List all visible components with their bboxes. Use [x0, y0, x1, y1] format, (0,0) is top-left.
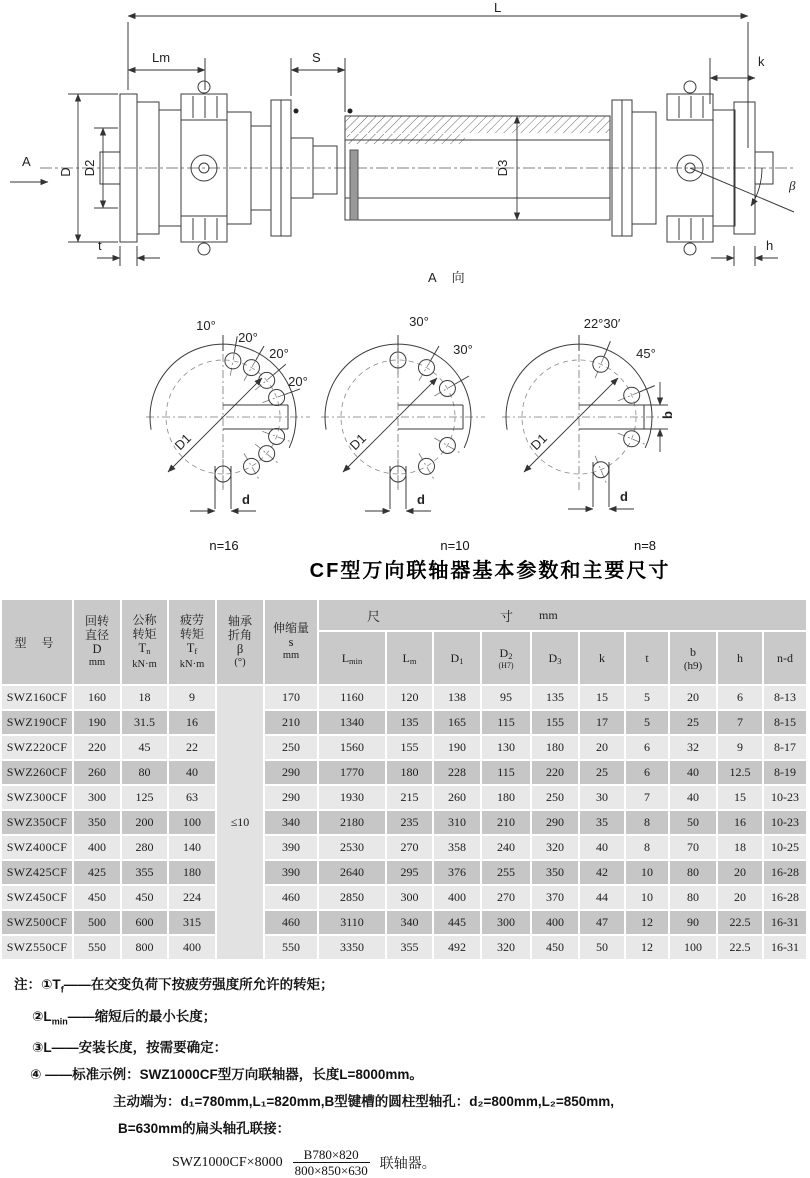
header-unit: kN·m [179, 658, 205, 670]
table-cell: 8-19 [764, 761, 806, 784]
size-group-header [319, 600, 806, 630]
table-cell: 220 [532, 761, 578, 784]
table-cell: 240 [482, 836, 530, 859]
table-cell: 18 [122, 686, 167, 709]
header-line: 直径 [84, 628, 109, 642]
table-cell: 180 [482, 786, 530, 809]
section-title: CF型万向联轴器基本参数和主要尺寸 [309, 560, 671, 582]
table-cell: 16 [718, 811, 762, 834]
formula-suffix: 联轴器。 [379, 1156, 436, 1172]
table-cell: 170 [265, 686, 317, 709]
table-cell: 300 [482, 911, 530, 934]
table-cell: 235 [387, 811, 432, 834]
table-cell: 355 [122, 861, 167, 884]
table-cell: 70 [670, 836, 716, 859]
table-cell: 3350 [319, 936, 385, 959]
table-cell: 18 [718, 836, 762, 859]
table-cell: 376 [434, 861, 480, 884]
table-cell: 295 [387, 861, 432, 884]
header-line: 伸缩量 [272, 621, 309, 635]
table-cell: 224 [169, 886, 215, 909]
size-column-header [626, 632, 668, 684]
table-row [2, 911, 806, 934]
table-cell: 10-25 [764, 836, 806, 859]
table-cell: 80 [122, 761, 167, 784]
model-cell: SWZ260CF [2, 761, 72, 784]
table-cell: 155 [387, 736, 432, 759]
table-row [2, 861, 806, 884]
table-cell: 16-28 [764, 861, 806, 884]
a-view-label: A 向 [428, 270, 471, 285]
table-cell: 155 [532, 711, 578, 734]
size-group-char-left: 尺 [367, 608, 381, 624]
table-row [2, 936, 806, 959]
diagram-count-label: n=16 [209, 538, 239, 553]
table-cell: 15 [580, 686, 624, 709]
table-cell: 1930 [319, 786, 385, 809]
table-cell: 220 [74, 736, 120, 759]
header-line: 折角 [227, 628, 252, 642]
header-line: 疲劳 [179, 612, 204, 627]
table-cell: 10 [626, 861, 668, 884]
param-column-header [169, 600, 215, 684]
table-cell: 22.5 [718, 936, 762, 959]
header-line: 转矩 [132, 626, 157, 641]
table-cell: 390 [265, 861, 317, 884]
table-cell: 20 [718, 861, 762, 884]
size-column-header [319, 632, 385, 684]
table-cell: 15 [718, 786, 762, 809]
dim-label-k: k [758, 54, 765, 69]
table-cell: 44 [580, 886, 624, 909]
table-cell: 10-23 [764, 811, 806, 834]
table-cell: 400 [532, 911, 578, 934]
size-column-header [764, 632, 806, 684]
table-cell: 16 [169, 711, 215, 734]
dim-label-L: L [494, 0, 502, 15]
table-cell: 215 [387, 786, 432, 809]
param-column-header [74, 600, 120, 684]
note-2: $②L_{min}——$缩短后的最小长度； [32, 1008, 217, 1027]
model-cell: SWZ400CF [2, 836, 72, 859]
table-cell: 7 [718, 711, 762, 734]
table-cell: 228 [434, 761, 480, 784]
bearing-angle-cell: ≤10 [217, 686, 263, 959]
size-column-header [482, 632, 530, 684]
table-cell: 350 [74, 811, 120, 834]
table-cell: 270 [387, 836, 432, 859]
table-cell: 300 [74, 786, 120, 809]
table-cell: 460 [265, 911, 317, 934]
header-symbol: n-d [777, 650, 794, 665]
table-cell: 30 [580, 786, 624, 809]
angle-label: 10° [196, 318, 216, 333]
header-unit: (°) [234, 657, 246, 668]
table-cell: 6 [718, 686, 762, 709]
table-cell: 25 [580, 761, 624, 784]
angle-label: 20° [269, 346, 289, 361]
bolt-pattern-diagram-n8 [494, 302, 709, 534]
table-cell: 135 [387, 711, 432, 734]
table-cell: 600 [122, 911, 167, 934]
dim-label-S: S [312, 50, 321, 65]
coupling-assembly-drawing [0, 0, 808, 300]
designation-formula [172, 1147, 808, 1178]
header-symbol: $T_n$ [138, 640, 151, 656]
table-row [2, 711, 806, 734]
table-cell: 1770 [319, 761, 385, 784]
size-column-header [532, 632, 578, 684]
table-row [2, 686, 806, 709]
bolt-hole [225, 353, 241, 369]
table-cell: 90 [670, 911, 716, 934]
table-cell: 2640 [319, 861, 385, 884]
table-cell: 22.5 [718, 911, 762, 934]
table-cell: 120 [387, 686, 432, 709]
table-cell: 17 [580, 711, 624, 734]
header-symbol: $L_{min}$ [341, 650, 363, 666]
table-cell: 9 [169, 686, 215, 709]
table-cell: 5 [626, 711, 668, 734]
bolt-hole [244, 458, 260, 474]
table-cell: 200 [122, 811, 167, 834]
dim-label-t: t [98, 238, 102, 253]
table-cell: 450 [122, 886, 167, 909]
diagram-count-label: n=10 [440, 538, 470, 553]
table-cell: 290 [265, 786, 317, 809]
header-line: 转矩 [179, 626, 204, 641]
table-row [2, 886, 806, 909]
table-cell: 260 [74, 761, 120, 784]
table-cell: 8-15 [764, 711, 806, 734]
header-symbol: s [288, 635, 294, 649]
table-cell: 115 [482, 761, 530, 784]
table-cell: 370 [532, 886, 578, 909]
table-cell: 16-31 [764, 936, 806, 959]
table-cell: 25 [670, 711, 716, 734]
table-cell: 8-17 [764, 736, 806, 759]
table-cell: 20 [580, 736, 624, 759]
table-cell: 358 [434, 836, 480, 859]
note-5: 主动端为：d₁=780mm,L₁=820mm,B型键槽的圆柱型轴孔：d₂=800mm,L₂=850mm, [113, 1094, 615, 1110]
table-cell: 47 [580, 911, 624, 934]
table-cell: 135 [532, 686, 578, 709]
table-cell: 190 [74, 711, 120, 734]
table-cell: 42 [580, 861, 624, 884]
size-group-char-right: 寸 [500, 608, 514, 624]
table-cell: 80 [670, 861, 716, 884]
header-symbol: h [737, 650, 743, 665]
table-cell: 12.5 [718, 761, 762, 784]
table-cell: 355 [387, 936, 432, 959]
table-cell: 800 [122, 936, 167, 959]
table-cell: 2530 [319, 836, 385, 859]
table-cell: 95 [482, 686, 530, 709]
table-cell: 180 [169, 861, 215, 884]
angle-label: 20° [288, 374, 308, 389]
table-cell: 40 [169, 761, 215, 784]
parameter-table [0, 598, 808, 961]
diagram-d-label: d [620, 489, 628, 504]
table-cell: 340 [387, 911, 432, 934]
model-cell: SWZ425CF [2, 861, 72, 884]
table-cell: 400 [434, 886, 480, 909]
table-cell: 32 [670, 736, 716, 759]
header-symbol: $D_1$ [450, 650, 464, 666]
table-cell: 12 [626, 936, 668, 959]
bolt-hole [419, 458, 435, 474]
table-cell: 100 [670, 936, 716, 959]
table-cell: 425 [74, 861, 120, 884]
size-group-unit: mm [539, 607, 558, 622]
table-cell: 450 [532, 936, 578, 959]
diagram-D1-label: D1 [527, 430, 550, 453]
table-cell: 400 [74, 836, 120, 859]
table-cell: 450 [74, 886, 120, 909]
model-cell: SWZ350CF [2, 811, 72, 834]
table-cell: 40 [670, 786, 716, 809]
table-cell: 40 [670, 761, 716, 784]
table-cell: 2180 [319, 811, 385, 834]
header-line: 轴承 [227, 614, 252, 628]
table-cell: 2850 [319, 886, 385, 909]
angle-label: 20° [238, 330, 258, 345]
table-row [2, 736, 806, 759]
param-column-header [217, 600, 263, 684]
table-cell: 100 [169, 811, 215, 834]
diagram-d-label: d [242, 492, 250, 507]
table-cell: 310 [434, 811, 480, 834]
diagram-D1-label: D1 [346, 430, 369, 453]
formula-prefix: SWZ1000CF×8000 [172, 1154, 283, 1170]
dim-label-Lm: Lm [152, 50, 171, 65]
table-cell: 550 [74, 936, 120, 959]
table-cell: 45 [122, 736, 167, 759]
table-cell: 20 [670, 686, 716, 709]
diagram-count-label: n=8 [633, 538, 657, 553]
table-cell: 250 [265, 736, 317, 759]
table-cell: 320 [532, 836, 578, 859]
table-row [2, 761, 806, 784]
table-cell: 10-23 [764, 786, 806, 809]
angle-label: 22°30′ [583, 316, 621, 331]
table-cell: 63 [169, 786, 215, 809]
diagram-d-label: d [417, 492, 425, 507]
formula-denominator: 800×850×630 [294, 1163, 368, 1178]
table-cell: 7 [626, 786, 668, 809]
table-cell: 31.5 [122, 711, 167, 734]
table-cell: 40 [580, 836, 624, 859]
table-cell: 9 [718, 736, 762, 759]
header-unit: kN·m [132, 658, 157, 670]
table-cell: 138 [434, 686, 480, 709]
table-cell: 130 [482, 736, 530, 759]
table-cell: 550 [265, 936, 317, 959]
model-cell: SWZ450CF [2, 886, 72, 909]
size-column-header [670, 632, 716, 684]
dim-label-beta: β [789, 178, 796, 193]
table-cell: 270 [482, 886, 530, 909]
table-cell: 140 [169, 836, 215, 859]
size-column-header [718, 632, 762, 684]
table-cell: 8 [626, 811, 668, 834]
table-cell: 280 [122, 836, 167, 859]
header-symbol: $D_2$ [499, 646, 513, 661]
dim-label-D: D [58, 167, 73, 177]
header-unit: mm [88, 657, 106, 668]
dim-label-D2: D2 [82, 159, 97, 177]
table-cell: 500 [74, 911, 120, 934]
header-symbol: t [645, 650, 649, 665]
table-row [2, 811, 806, 834]
size-column-header [580, 632, 624, 684]
header-line: 回转 [84, 614, 109, 628]
header-line: 公称 [132, 612, 157, 627]
table-cell: 180 [387, 761, 432, 784]
table-cell: 400 [169, 936, 215, 959]
formula-fraction [293, 1147, 370, 1178]
note-3: ③L——安装长度，按需要确定： [32, 1040, 228, 1056]
table-cell: 315 [169, 911, 215, 934]
diagram-b-label: b [660, 411, 675, 419]
model-cell: SWZ160CF [2, 686, 72, 709]
header-tolerance-note: (H7) [498, 661, 514, 670]
footnotes [0, 976, 808, 1178]
table-cell: 3110 [319, 911, 385, 934]
table-cell: 50 [670, 811, 716, 834]
table-cell: 5 [626, 686, 668, 709]
table-cell: 115 [482, 711, 530, 734]
header-symbol: $T_f$ [186, 640, 198, 656]
table-cell: 445 [434, 911, 480, 934]
table-cell: 390 [265, 836, 317, 859]
header-symbol: k [599, 650, 605, 665]
table-cell: 8-13 [764, 686, 806, 709]
header-symbol: b [690, 644, 696, 659]
angle-label: 30° [409, 314, 429, 329]
table-cell: 20 [718, 886, 762, 909]
table-cell: 50 [580, 936, 624, 959]
angle-label: 30° [453, 342, 473, 357]
size-column-header [387, 632, 432, 684]
table-cell: 22 [169, 736, 215, 759]
header-symbol: D [92, 642, 102, 656]
telescopic-shaft-tube [291, 109, 610, 221]
dim-label-D3: D3 [495, 159, 510, 177]
table-cell: 6 [626, 736, 668, 759]
table-row [2, 836, 806, 859]
table-cell: 10 [626, 886, 668, 909]
angle-label: 45° [636, 346, 656, 361]
table-cell: 260 [434, 786, 480, 809]
model-cell: SWZ500CF [2, 911, 72, 934]
formula-numerator: B780×820 [293, 1147, 370, 1163]
table-cell: 12 [626, 911, 668, 934]
table-cell: 180 [532, 736, 578, 759]
size-column-header [434, 632, 480, 684]
table-cell: 160 [74, 686, 120, 709]
table-cell: 35 [580, 811, 624, 834]
table-cell: 125 [122, 786, 167, 809]
table-cell: 250 [532, 786, 578, 809]
header-unit: mm [282, 650, 300, 661]
param-column-header [265, 600, 317, 684]
table-cell: 300 [387, 886, 432, 909]
table-cell: 8 [626, 836, 668, 859]
table-cell: 210 [482, 811, 530, 834]
table-cell: 290 [532, 811, 578, 834]
model-cell: SWZ190CF [2, 711, 72, 734]
table-cell: 16-28 [764, 886, 806, 909]
table-cell: 80 [670, 886, 716, 909]
table-cell: 320 [482, 936, 530, 959]
table-cell: 350 [532, 861, 578, 884]
table-cell: 210 [265, 711, 317, 734]
table-cell: 6 [626, 761, 668, 784]
header-symbol: $D_3$ [548, 650, 562, 666]
note-4: ④ ——标准示例：SWZ1000CF型万向联轴器，长度L=8000mm。 [30, 1067, 423, 1083]
table-cell: 290 [265, 761, 317, 784]
dim-label-h: h [766, 238, 774, 253]
table-cell: 340 [265, 811, 317, 834]
table-cell: 460 [265, 886, 317, 909]
model-column-header: 型 号 [2, 600, 72, 684]
table-cell: 1340 [319, 711, 385, 734]
diagram-D1-label: D1 [171, 430, 194, 453]
header-symbol: β [236, 642, 244, 656]
table-cell: 16-31 [764, 911, 806, 934]
view-arrow-label: A [22, 154, 31, 169]
header-tolerance-note: (h9) [683, 659, 703, 672]
table-row [2, 786, 806, 809]
table-cell: 492 [434, 936, 480, 959]
model-cell: SWZ300CF [2, 786, 72, 809]
param-column-header [122, 600, 167, 684]
header-symbol: $L_m$ [402, 650, 417, 666]
model-cell: SWZ220CF [2, 736, 72, 759]
table-cell: 1560 [319, 736, 385, 759]
table-cell: 255 [482, 861, 530, 884]
parameter-table-wrap [0, 598, 808, 961]
table-cell: 190 [434, 736, 480, 759]
table-cell: 1160 [319, 686, 385, 709]
table-cell: 165 [434, 711, 480, 734]
note-6: B=630mm的扁头轴孔联接： [118, 1121, 291, 1137]
note-1: 注：$①T_f——$在交变负荷下按疲劳强度所允许的转矩； [14, 977, 334, 995]
model-cell: SWZ550CF [2, 936, 72, 959]
